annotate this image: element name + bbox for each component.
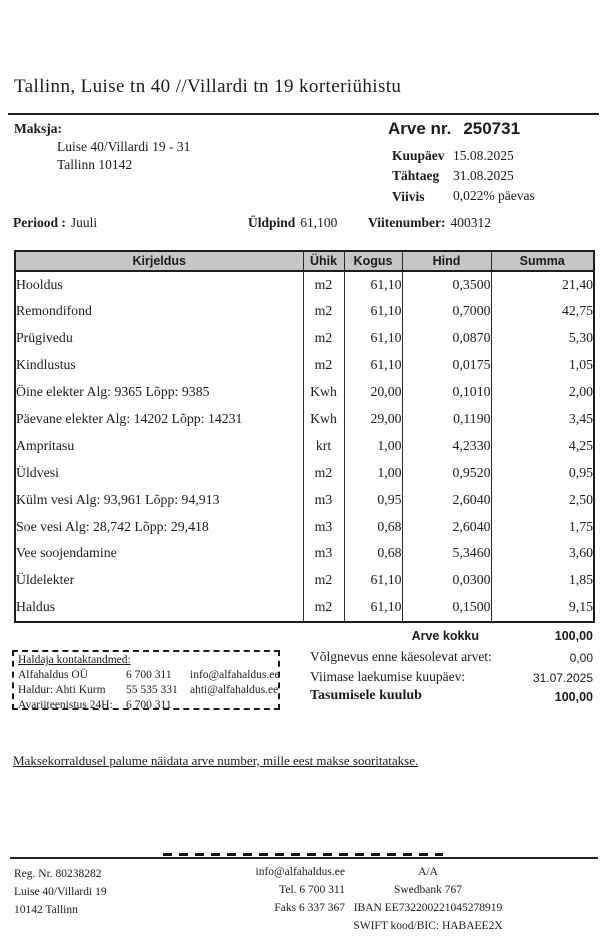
amount-due-value: 100,00 [554, 690, 593, 704]
cell-quantity: 61,10 [344, 567, 402, 594]
cell-price: 4,2330 [402, 432, 491, 459]
previous-debt-label: Võlgnevus enne käesolevat arvet: [310, 649, 492, 664]
cell-description: Ampritasu [16, 437, 75, 453]
invoice-duedate-label: Tähtaeg [392, 168, 440, 183]
cell-description: Haldus [16, 599, 56, 615]
table-row [15, 271, 594, 298]
cell-description: Vee soojendamine [16, 545, 117, 561]
cell-price: 0,0870 [402, 325, 491, 352]
cell-sum: 42,75 [491, 298, 594, 325]
contact-phone: 6 700 311 [126, 669, 172, 681]
cell-quantity: 61,10 [344, 594, 402, 621]
invoice-total-value: 100,00 [554, 629, 593, 643]
reference-value: 400312 [450, 215, 491, 230]
cell-quantity: 61,10 [344, 271, 402, 298]
table-row [15, 325, 594, 352]
cell-quantity: 61,10 [344, 298, 402, 325]
invoice-duedate-value: 31.08.2025 [453, 168, 514, 183]
cell-description: Remondifond [16, 303, 92, 319]
invoice-date-value: 15.08.2025 [453, 148, 514, 163]
payer-label: Maksja: [14, 121, 62, 136]
cell-quantity: 61,10 [344, 325, 402, 352]
footer-line: A/A [418, 866, 438, 878]
invoice-number-value: 250731 [463, 119, 521, 138]
cell-price: 0,3500 [402, 271, 491, 298]
payer-address-line1: Luise 40/Villardi 19 - 31 [57, 139, 191, 154]
invoice-penalty-value: 0,022% päevas [453, 188, 535, 203]
page-title: Tallinn, Luise tn 40 //Villardi tn 19 korteriühistu [14, 76, 402, 97]
cell-description: Üldvesi [16, 464, 59, 480]
cell-description: Külm vesi Alg: 93,961 Lõpp: 94,913 [16, 491, 220, 507]
total-area [248, 215, 337, 231]
cell-description: Hooldus [16, 277, 63, 293]
cell-unit: m2 [303, 298, 344, 325]
cell-unit: m2 [303, 271, 344, 298]
column-header-unit: Ühik [303, 251, 344, 271]
contact-row [18, 683, 279, 698]
cell-sum: 1,75 [491, 513, 594, 540]
table-row [15, 298, 594, 325]
contact-row [18, 698, 274, 713]
cell-price: 5,3460 [402, 540, 491, 567]
cell-quantity: 61,10 [344, 352, 402, 379]
contact-name: Haldur: Ahti Kurm [18, 684, 106, 696]
contact-email: ahti@alfahaldus.ee [190, 684, 279, 696]
cell-quantity: 0,68 [344, 513, 402, 540]
cell-sum: 2,00 [491, 379, 594, 406]
cell-price: 2,6040 [402, 513, 491, 540]
cell-sum: 0,95 [491, 459, 594, 486]
contact-phone: 6 700 311 [126, 699, 172, 711]
area-value: 61,100 [300, 215, 338, 230]
cell-description: Prügivedu [16, 330, 73, 346]
table-row [15, 540, 594, 567]
column-header-price: Hind [402, 251, 491, 271]
table-row [15, 486, 594, 513]
cell-sum: 1,05 [491, 352, 594, 379]
cell-price: 0,1500 [402, 594, 491, 621]
cell-price: 0,7000 [402, 298, 491, 325]
table-row [15, 594, 594, 621]
invoice-date-label: Kuupäev [392, 148, 445, 163]
invoice-number-label: Arve nr. [388, 119, 452, 138]
period-label: Periood : [13, 215, 66, 230]
cell-description: Soe vesi Alg: 28,742 Lõpp: 29,418 [16, 518, 209, 534]
cell-sum: 5,30 [491, 325, 594, 352]
footer-line: Swedbank 767 [393, 884, 463, 896]
cell-sum: 3,45 [491, 405, 594, 432]
column-header-description: Kirjeldus [15, 251, 303, 271]
cell-unit: m3 [303, 513, 344, 540]
period [13, 215, 97, 231]
table-row [15, 459, 594, 486]
contact-row [18, 668, 280, 683]
cell-unit: m2 [303, 567, 344, 594]
cell-description: Üldelekter [16, 572, 75, 588]
table-header [15, 251, 594, 271]
cell-unit: Kwh [303, 379, 344, 406]
cell-unit: m2 [303, 325, 344, 352]
cell-quantity: 1,00 [344, 459, 402, 486]
cell-unit: m3 [303, 540, 344, 567]
contact-email [190, 698, 274, 713]
invoice-number [388, 119, 520, 139]
table-filler [15, 621, 594, 622]
contact-name: Alfahaldus OÜ [18, 669, 88, 681]
invoice-penalty-label: Viivis [392, 189, 425, 204]
reference-number [368, 215, 491, 231]
footer-line: IBAN EE732200221045278919 [353, 902, 503, 914]
table-row [15, 513, 594, 540]
previous-debt-value: 0,00 [569, 651, 593, 665]
cell-description: Öine elekter Alg: 9365 Lõpp: 9385 [16, 384, 210, 400]
cell-unit: m2 [303, 459, 344, 486]
footer-divider-dashes [163, 853, 443, 856]
reference-label: Viitenumber: [368, 215, 446, 230]
contact-name: Avariiteenistus 24H: [18, 699, 113, 711]
footer-divider [10, 857, 598, 859]
footer-line: Reg. Nr. 80238282 [14, 868, 102, 880]
footer-contact-block [256, 863, 345, 917]
table-row [15, 432, 594, 459]
footer-line: SWIFT kood/BIC: HABAEE2X [353, 920, 503, 932]
table-row [15, 352, 594, 379]
table-row [15, 405, 594, 432]
cell-quantity: 29,00 [344, 405, 402, 432]
cell-price: 0,0175 [402, 352, 491, 379]
cell-unit: m2 [303, 594, 344, 621]
cell-price: 0,1190 [402, 405, 491, 432]
cell-sum: 21,40 [491, 271, 594, 298]
cell-quantity: 1,00 [344, 432, 402, 459]
last-payment-date-label: Viimase laekumise kuupäev: [310, 669, 466, 684]
cell-price: 2,6040 [402, 486, 491, 513]
footer-line: info@alfahaldus.ee [255, 866, 345, 878]
cell-unit: Kwh [303, 405, 344, 432]
cell-unit: m3 [303, 486, 344, 513]
cell-price: 0,9520 [402, 459, 491, 486]
contact-email: info@alfahaldus.ee [190, 669, 280, 681]
cell-price: 0,0300 [402, 567, 491, 594]
footer-line: Tel. 6 700 311 [279, 884, 345, 896]
last-payment-date-value: 31.07.2025 [532, 671, 593, 685]
manager-contact-box [12, 650, 280, 710]
column-header-quantity: Kogus [344, 251, 402, 271]
cell-sum: 3,60 [491, 540, 594, 567]
invoice-total-label: Arve kokku [411, 629, 479, 643]
contact-rows [18, 668, 280, 713]
payer-address-line2: Tallinn 10142 [57, 157, 133, 172]
cell-description: Päevane elekter Alg: 14202 Lõpp: 14231 [16, 411, 243, 426]
period-value: Juuli [70, 215, 98, 230]
cell-sum: 2,50 [491, 486, 594, 513]
area-label: Üldpind [248, 215, 296, 230]
contact-phone: 55 535 331 [126, 684, 178, 696]
header-divider [8, 113, 599, 115]
footer-bank-block [348, 863, 508, 935]
footer-line: Luise 40/Villardi 19 [14, 886, 107, 898]
cell-sum: 9,15 [491, 594, 594, 621]
cell-description: Kindlustus [16, 357, 76, 373]
cell-sum: 4,25 [491, 432, 594, 459]
cell-quantity: 0,68 [344, 540, 402, 567]
cell-quantity: 20,00 [344, 379, 402, 406]
cell-unit: m2 [303, 352, 344, 379]
cell-unit: krt [303, 432, 344, 459]
payment-note: Maksekorraldusel palume näidata arve number, mille eest makse sooritatakse. [13, 753, 419, 768]
invoice-items-table [14, 250, 595, 623]
cell-quantity: 0,95 [344, 486, 402, 513]
footer-line: Faks 6 337 367 [274, 902, 345, 914]
table-row [15, 379, 594, 406]
cell-sum: 1,85 [491, 567, 594, 594]
cell-price: 0,1010 [402, 379, 491, 406]
contact-box-title: Haldaja kontaktandmed: [18, 654, 131, 666]
table-row [15, 567, 594, 594]
column-header-sum: Summa [491, 251, 594, 271]
table-body [15, 271, 594, 621]
footer-company-block [14, 865, 107, 919]
footer-line: 10142 Tallinn [14, 904, 78, 916]
amount-due-label: Tasumisele kuulub [310, 688, 422, 703]
